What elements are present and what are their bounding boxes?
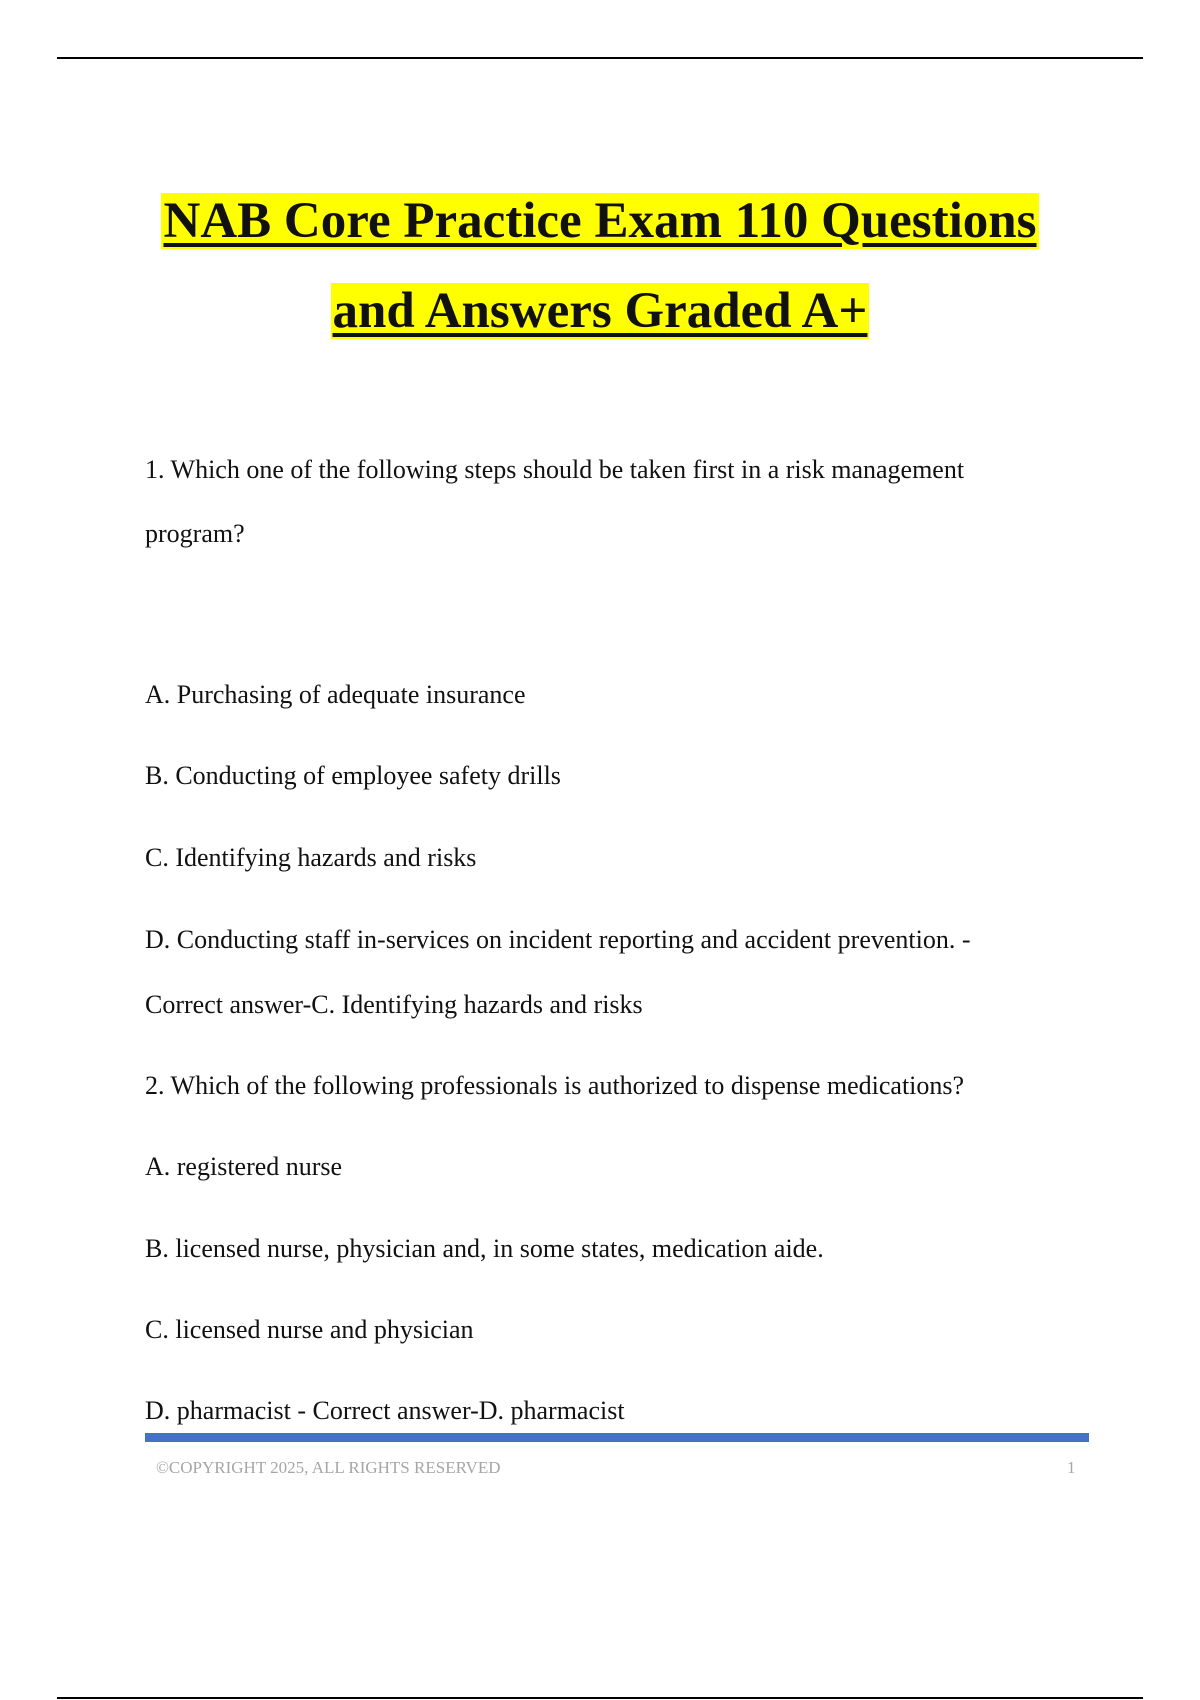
footer-bar	[145, 1433, 1089, 1442]
question-2-option-d: D. pharmacist - Correct answer-D. pharmacist	[145, 1396, 625, 1425]
document-title	[0, 176, 1200, 356]
question-1-option-a: A. Purchasing of adequate insurance	[145, 680, 526, 709]
question-1-option-d: D. Conducting staff in-services on incident reporting and accident prevention. -	[145, 925, 971, 954]
title-line-2: and Answers Graded A+	[332, 283, 868, 339]
question-2-option-c: C. licensed nurse and physician	[145, 1315, 474, 1344]
question-2-text: 2. Which of the following professionals is authorized to dispense medications?	[145, 1071, 965, 1100]
top-rule	[57, 57, 1143, 59]
question-1-answer: Correct answer-C. Identifying hazards and risks	[145, 990, 643, 1019]
question-1-text-cont: program?	[145, 519, 245, 548]
page-number: 1	[1067, 1458, 1076, 1477]
question-1-text: 1. Which one of the following steps should be taken first in a risk management	[145, 455, 965, 484]
question-2-option-b: B. licensed nurse, physician and, in some states, medication aide.	[145, 1234, 824, 1263]
title-line-1: NAB Core Practice Exam 110 Questions	[163, 193, 1037, 249]
question-1-option-b: B. Conducting of employee safety drills	[145, 761, 561, 790]
question-1-option-c: C. Identifying hazards and risks	[145, 843, 477, 872]
footer-copyright: ©COPYRIGHT 2025, ALL RIGHTS RESERVED	[156, 1458, 501, 1477]
question-2-option-a: A. registered nurse	[145, 1152, 343, 1181]
bottom-rule	[57, 1697, 1143, 1699]
